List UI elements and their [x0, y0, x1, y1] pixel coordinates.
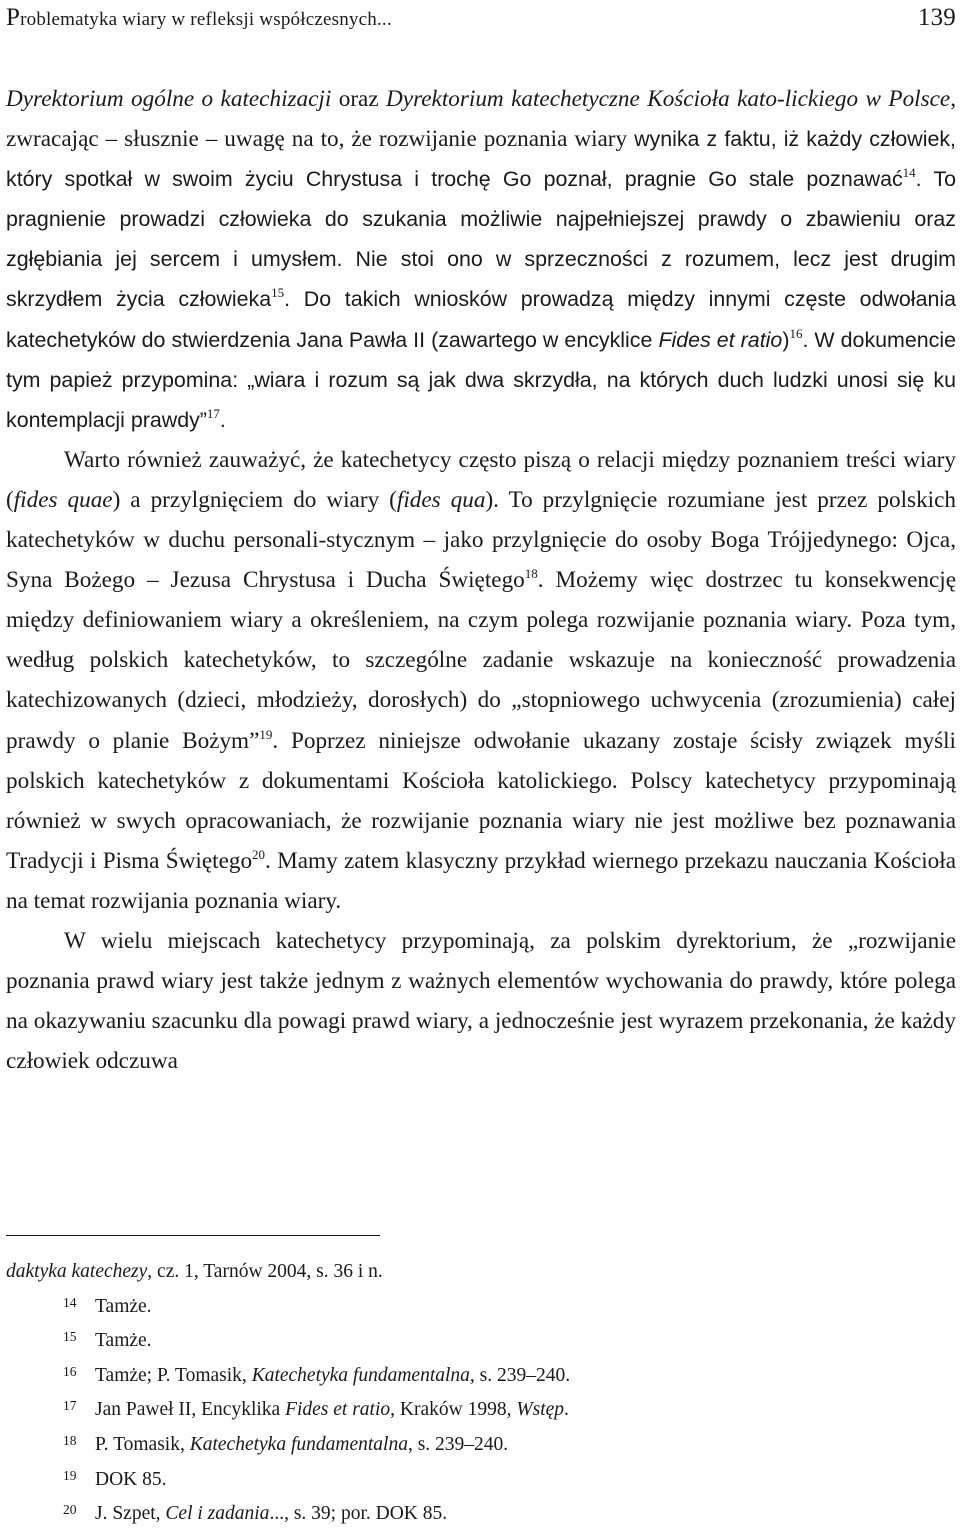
footnotes — [6, 1255, 956, 1532]
paragraph-2 — [6, 440, 956, 921]
text-run: P. Tomasik, — [95, 1433, 190, 1455]
text-run: Katechetyka fundamentalna — [251, 1364, 470, 1386]
text-run: Warto również zauważyć, że katechetycy często piszą o relacji między poznaniem treści wiary ( — [6, 446, 956, 513]
text-run: . Mamy zatem klasyczny przykład wiernego przekazu nauczania Kościoła na temat rozwijania poznania wiary. — [6, 847, 956, 914]
text-run: daktyka katechezy — [6, 1261, 148, 1282]
footnote-reference: 14 — [902, 165, 916, 181]
text-run: Dyrektorium katechetyczne Kościoła kato-lickiego w Polsce — [386, 86, 951, 112]
running-header — [6, 3, 956, 33]
text-run: wynika z faktu, iż każdy człowiek, który spotkał w swoim życiu Chrystusa i trochę Go poznał, pragnie Go stale poznawać — [6, 127, 956, 192]
footnote-text — [95, 1463, 167, 1498]
footnote-number: 19 — [63, 1467, 77, 1483]
page-number: 139 — [917, 4, 956, 31]
text-run: ..., s. 39; por. DOK 85. — [269, 1503, 448, 1525]
text-run: . W dokumencie tym papież przypomina: „wiara i rozum są jak dwa skrzydła, na których duch ludzki unosi się ku kontemplacji prawdy” — [6, 327, 956, 432]
text-run: W wielu miejscach katechetycy przypominają, za polskim dyrektorium, że „rozwijanie poznania prawd wiary jest także jednym z ważnych elementów wychowania do prawdy, które polega na okazywaniu szacunku dla powagi prawd wiary, a jednocześnie jest wyrazem przekonania, że każdy człowiek odczuwa — [6, 927, 956, 1075]
paragraph-1 — [6, 79, 956, 440]
footnote-number: 15 — [63, 1329, 77, 1345]
footnote-text — [95, 1393, 569, 1428]
footnote-separator — [6, 1235, 380, 1236]
footnote-15 — [6, 1324, 956, 1359]
footnote-reference: 16 — [789, 325, 803, 341]
footnote-number: 14 — [63, 1294, 77, 1310]
text-run: . To pragnienie prowadzi człowieka do szukania możliwie najpełniejszej prawdy o zbawieniu oraz zgłębiania jej sercem i umysłem. Nie stoi ono w sprzeczności z rozumem, lecz jest drugim skrzydłem życia człowieka — [6, 167, 956, 312]
footnote-text — [95, 1290, 152, 1325]
text-run: . Poprzez niniejsze odwołanie ukazany zostaje ścisły związek myśli polskich katechetyków z dokumentami Kościoła katolickiego. Polscy katechetycy przypominają również w swych opracowaniach, że rozwijanie poznania wiary nie jest możliwe bez poznawania Tradycji i Pisma Świętego — [6, 727, 956, 874]
footnote-17 — [6, 1393, 956, 1428]
text-run: Fides et ratio — [658, 327, 783, 352]
text-run: ). To przylgnięcie rozumiane jest przez polskich katechetyków w duchu personali-stycznym – jako przylgnięcie do osoby Boga Trójjedynego: Ojca, Syna Bożego – Jezusa Chrystusa i Ducha Świętego — [6, 486, 956, 594]
text-run: ) a przylgnięciem do wiary ( — [112, 486, 397, 513]
text-run: , zwracając – słusznie – uwagę na to, że rozwijanie poznania wiary — [6, 86, 957, 153]
text-run: , s. 239–240. — [469, 1364, 571, 1386]
text-run: fides quae — [13, 486, 113, 513]
footnote-text — [95, 1497, 447, 1532]
text-run: Jan Paweł II, Encyklika — [95, 1399, 286, 1421]
text-run: Wstęp — [516, 1399, 565, 1421]
footnote-continuation-text — [6, 1255, 383, 1290]
text-run: Dyrektorium ogólne o katechizacji — [6, 86, 332, 112]
paragraph-3 — [6, 921, 956, 1081]
text-run: . Możemy więc dostrzec tu konsekwencję między definiowaniem wiary a określeniem, na czym polega rozwijanie poznania wiary. Poza tym, według polskich katechetyków, to szczególne zadanie wskazuje na konieczność prowadzenia katechizowanych (dzieci, młodzieży, dorosłych) do „stopniowego uchwycenia (zrozumienia) całej prawdy o planie Bożym” — [6, 567, 956, 754]
footnote-number: 18 — [63, 1432, 77, 1448]
footnote-reference: 19 — [259, 726, 273, 742]
text-run: , Kraków 1998, — [390, 1399, 517, 1421]
footnote-reference: 20 — [252, 846, 266, 862]
text-run: Fides et ratio — [285, 1399, 391, 1421]
text-run: fides qua — [396, 486, 486, 513]
footnote-number: 17 — [63, 1398, 77, 1414]
footnote-reference: 18 — [524, 566, 538, 582]
footnote-text — [95, 1428, 508, 1463]
footnote-continuation — [6, 1255, 956, 1290]
running-title-initial: P — [6, 4, 21, 31]
footnote-14 — [6, 1290, 956, 1325]
text-run: DOK 85. — [95, 1468, 167, 1490]
text-run: oraz — [331, 86, 387, 112]
footnote-19 — [6, 1463, 956, 1498]
footnote-text — [95, 1324, 152, 1359]
footnote-20 — [6, 1497, 956, 1532]
footnote-text — [95, 1359, 570, 1394]
running-title-rest: roblematyka wiary w refleksji współczesnych... — [20, 9, 392, 30]
footnote-reference: 15 — [271, 285, 285, 301]
text-run: Tamże. — [95, 1295, 152, 1317]
text-run: Katechetyka fundamentalna — [189, 1433, 408, 1455]
body-text — [6, 79, 956, 1081]
text-run: , cz. 1, Tarnów 2004, s. 36 i n. — [147, 1261, 383, 1282]
footnote-number: 20 — [63, 1502, 77, 1518]
text-run: ) — [782, 327, 790, 352]
footnote-18 — [6, 1428, 956, 1463]
text-run: Cel i zadania — [165, 1503, 270, 1525]
footnote-reference: 17 — [206, 405, 220, 421]
text-run: . — [564, 1399, 569, 1421]
footnote-number: 16 — [63, 1363, 77, 1379]
text-run: . — [219, 407, 226, 432]
text-run: Tamże. — [95, 1330, 152, 1352]
footnote-16 — [6, 1359, 956, 1394]
text-run: , s. 239–240. — [407, 1433, 509, 1455]
running-title — [6, 3, 392, 35]
text-run: . Do takich wniosków prowadzą między innymi częste odwołania katechetyków do stwierdzenia Jana Pawła II (zawartego w encyklice — [6, 287, 957, 352]
text-run: Tamże; P. Tomasik, — [95, 1364, 252, 1386]
text-run: J. Szpet, — [95, 1503, 166, 1525]
